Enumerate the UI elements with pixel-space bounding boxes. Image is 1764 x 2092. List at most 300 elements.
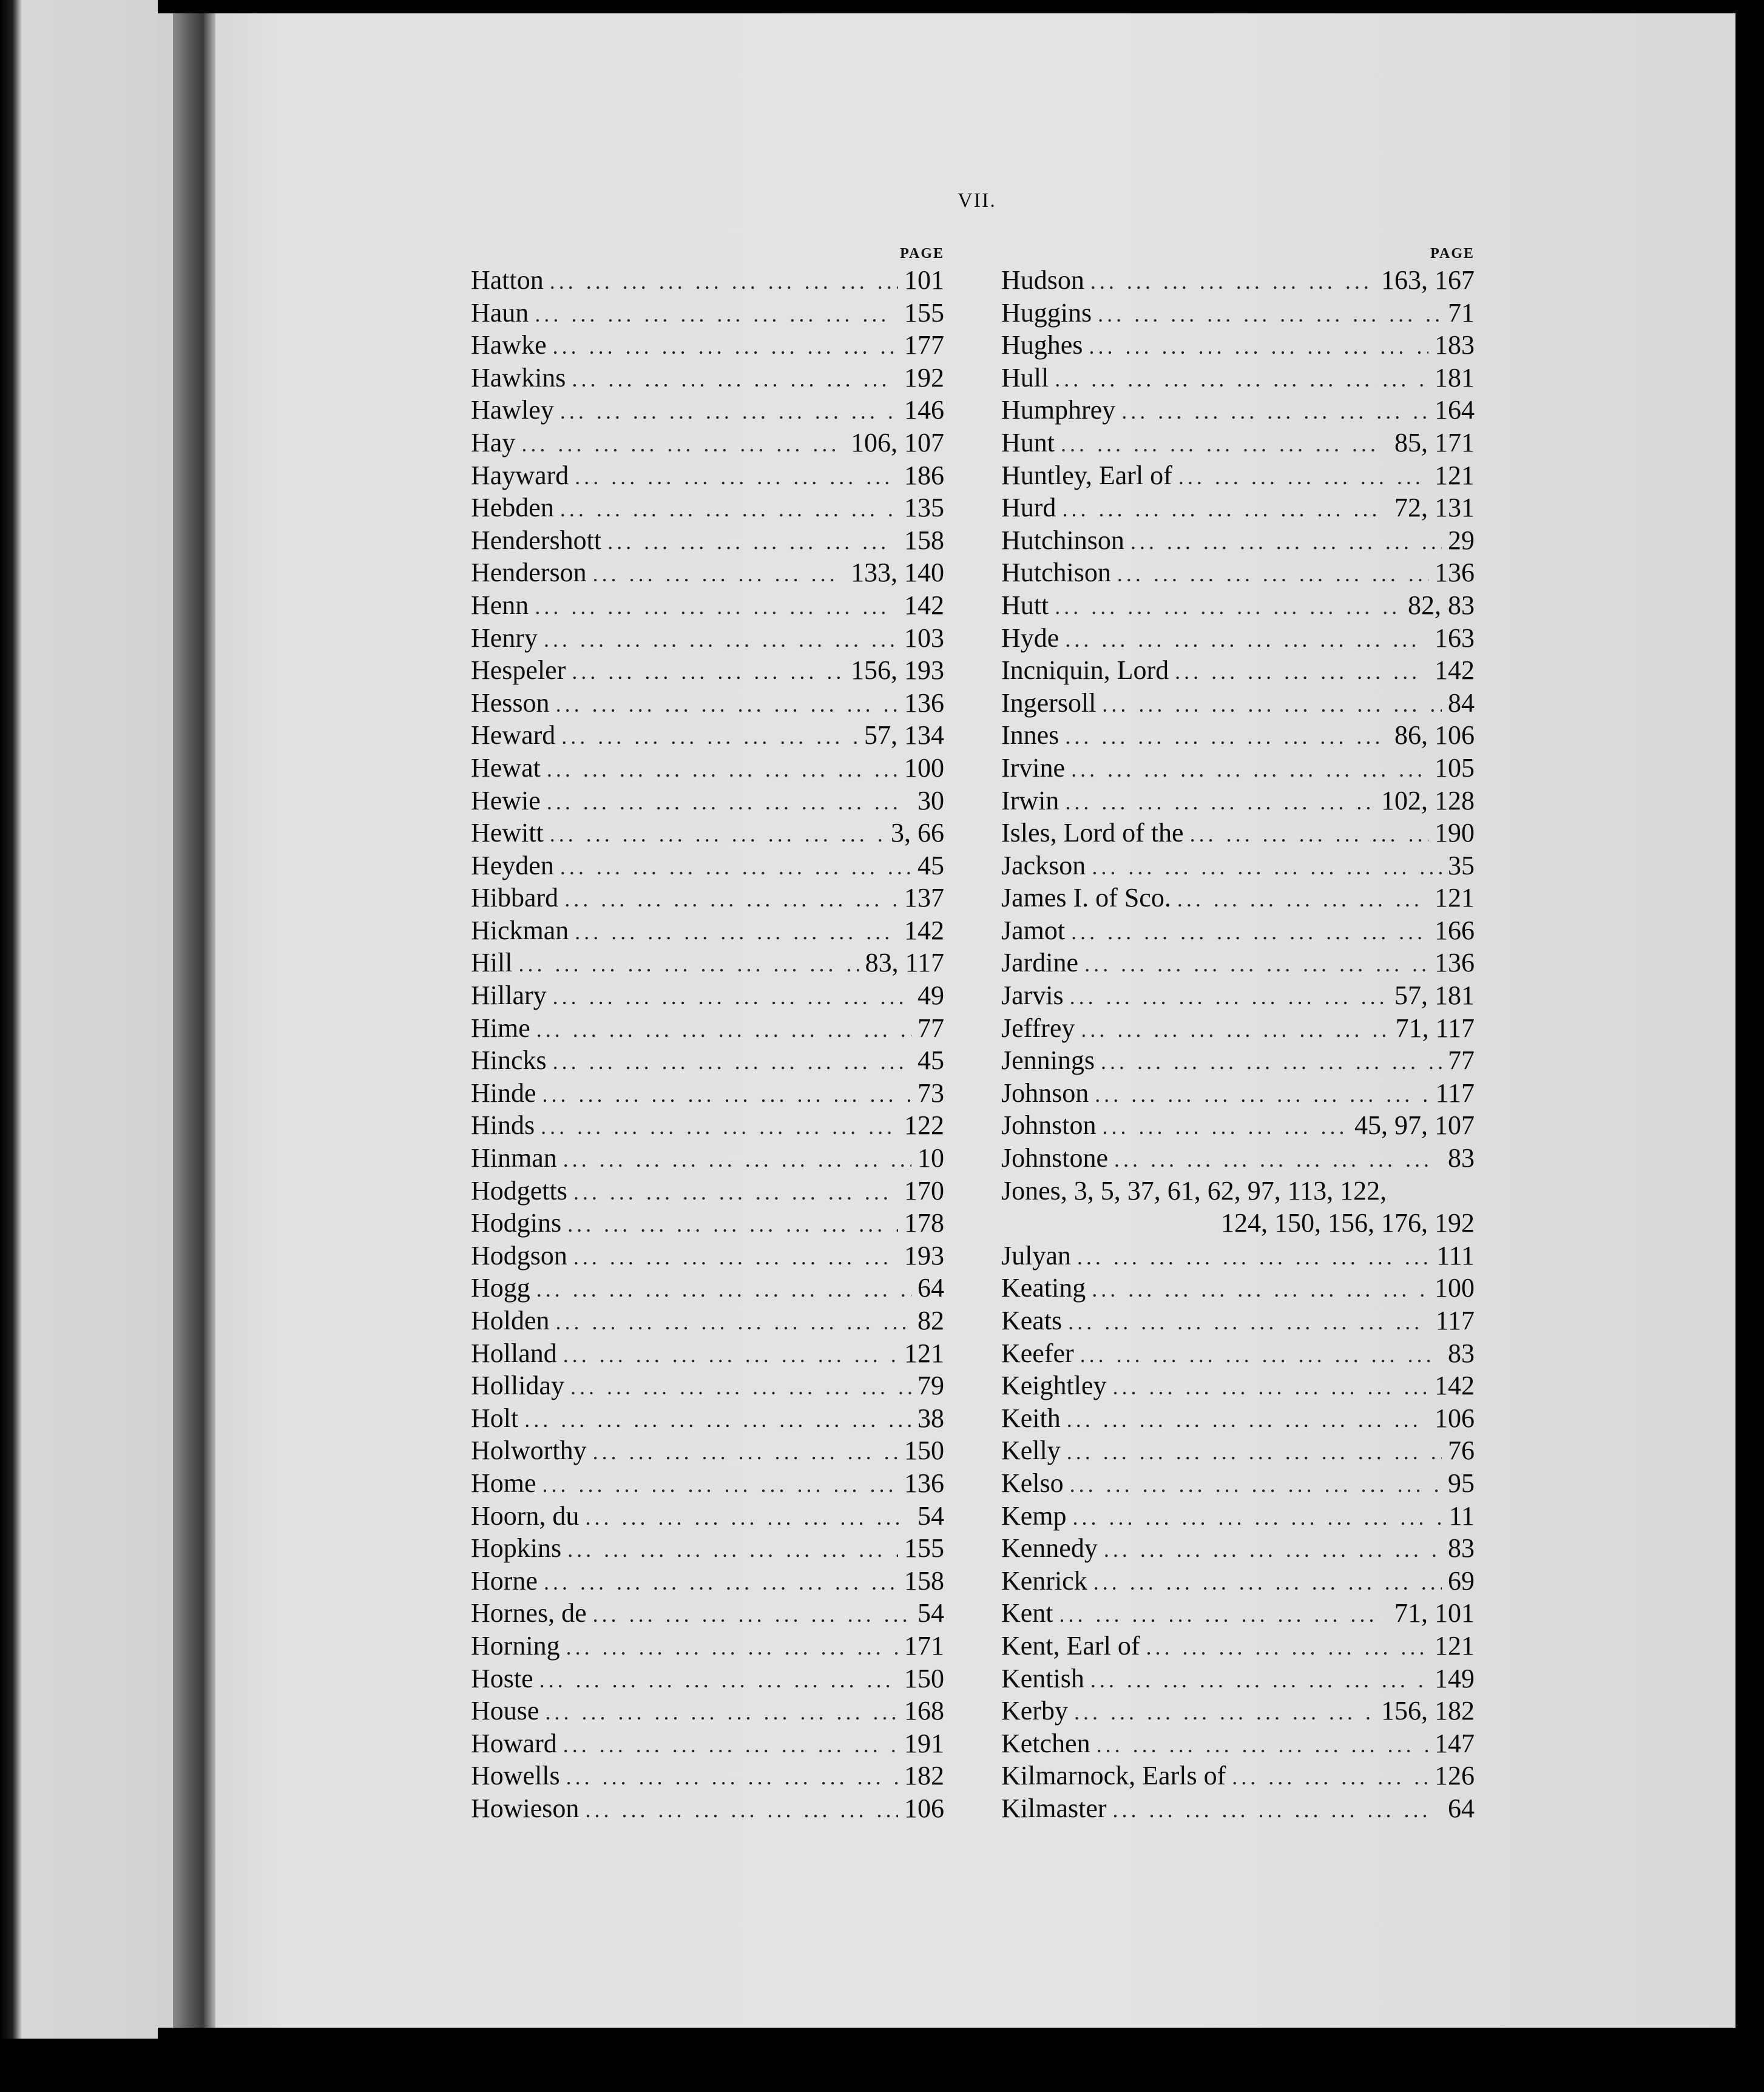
index-entry xyxy=(1001,687,1475,720)
dot-leader xyxy=(1067,1439,1442,1465)
index-entry xyxy=(471,720,944,752)
entry-name: Keefer xyxy=(1001,1338,1074,1368)
dot-leader xyxy=(560,399,898,424)
index-entry xyxy=(1001,1240,1475,1273)
entry-name: Julyan xyxy=(1001,1240,1071,1270)
dot-leader xyxy=(1102,692,1442,717)
dot-leader xyxy=(1093,1570,1442,1595)
entry-name: Keating xyxy=(1001,1273,1086,1303)
entry-name: Kilmarnock, Earls of xyxy=(1001,1761,1226,1791)
entry-pages: 86, 106 xyxy=(1394,720,1475,751)
dot-leader xyxy=(1102,1114,1348,1139)
entry-name: Hutchinson xyxy=(1001,525,1124,555)
dot-leader xyxy=(573,1179,898,1205)
entry-name: Keightley xyxy=(1001,1371,1107,1401)
index-entry xyxy=(1001,1533,1475,1565)
entry-pages: 117 xyxy=(1435,1306,1475,1335)
entry-pages: 150 xyxy=(904,1663,944,1693)
entry-pages: 137 xyxy=(904,883,944,913)
entry-pages: 101 xyxy=(904,265,944,295)
dot-leader xyxy=(1055,366,1428,392)
dot-leader xyxy=(561,724,858,749)
entry-pages: 11 xyxy=(1448,1500,1475,1531)
entry-pages: 100 xyxy=(904,752,944,783)
entry-name: Hutchison xyxy=(1001,558,1111,588)
entry-name: Home xyxy=(471,1468,536,1498)
entry-name: Hull xyxy=(1001,362,1049,393)
entry-name: Hinds xyxy=(471,1110,535,1141)
index-entry xyxy=(1001,1630,1475,1663)
book-binding-shadow xyxy=(173,13,215,2028)
dot-leader xyxy=(585,1505,911,1530)
entry-name: Jennings xyxy=(1001,1045,1095,1076)
dot-leader xyxy=(1178,464,1428,490)
dot-leader xyxy=(550,822,885,847)
entry-pages: 57, 181 xyxy=(1394,980,1475,1011)
dot-leader xyxy=(524,1407,911,1432)
dot-leader xyxy=(1065,789,1375,815)
dot-leader xyxy=(1130,529,1442,555)
entry-name: Hoorn, du xyxy=(471,1500,580,1531)
entry-name: Haun xyxy=(471,297,529,328)
dot-leader xyxy=(1114,1147,1442,1172)
page-column-label: PAGE xyxy=(1430,246,1475,262)
index-entry xyxy=(1001,329,1475,362)
entry-pages: 192 xyxy=(904,362,944,393)
entry-name: Heyden xyxy=(471,850,554,880)
entry-pages: 190 xyxy=(1435,818,1475,848)
entry-pages: 121 xyxy=(1435,883,1475,913)
entry-pages: 103 xyxy=(904,623,944,653)
entry-name: Hinde xyxy=(471,1078,536,1108)
dot-leader xyxy=(1097,1732,1428,1758)
dot-leader xyxy=(539,1667,898,1693)
entry-pages: 183 xyxy=(1435,330,1475,360)
entry-name: Jeffrey xyxy=(1001,1013,1075,1043)
dot-leader xyxy=(544,627,898,652)
entry-name: Hewie xyxy=(471,785,541,815)
entry-name: Hodgson xyxy=(471,1240,567,1270)
entry-name: Jones, 3, 5, 37, 61, 62, 97, 113, 122, xyxy=(1001,1175,1387,1206)
dot-leader xyxy=(535,594,898,619)
entry-name: Irvine xyxy=(1001,752,1066,783)
dot-leader xyxy=(547,757,898,782)
entry-pages: 45, 97, 107 xyxy=(1354,1110,1475,1141)
index-entry xyxy=(471,1663,944,1696)
index-entry xyxy=(471,1728,944,1761)
entry-pages: 35 xyxy=(1448,850,1475,880)
dot-leader xyxy=(1098,302,1442,327)
dot-leader xyxy=(1068,1309,1429,1335)
entry-name: Incniquin, Lord xyxy=(1001,655,1169,686)
dot-leader xyxy=(547,789,911,815)
dot-leader xyxy=(556,1309,911,1335)
entry-pages: 83 xyxy=(1448,1338,1475,1368)
index-entry xyxy=(1001,1500,1475,1533)
dot-leader xyxy=(1092,1277,1428,1302)
index-entry xyxy=(471,850,944,883)
entry-name: Hawkins xyxy=(471,362,566,393)
index-entry xyxy=(471,947,944,980)
entry-pages: 158 xyxy=(904,525,944,555)
index-entry xyxy=(1001,297,1475,330)
dot-leader xyxy=(518,951,859,977)
entry-name: Heward xyxy=(471,720,556,751)
entry-pages: 168 xyxy=(904,1696,944,1726)
index-entry xyxy=(1001,1565,1475,1598)
entry-pages: 170 xyxy=(904,1175,944,1206)
index-entry xyxy=(471,590,944,623)
entry-pages: 182 xyxy=(904,1761,944,1791)
entry-pages: 136 xyxy=(904,1468,944,1498)
entry-pages: 177 xyxy=(904,330,944,360)
entry-name: Hime xyxy=(471,1013,530,1043)
entry-name: Hurd xyxy=(1001,493,1056,523)
entry-name: Holt xyxy=(471,1403,519,1433)
index-entry xyxy=(471,460,944,493)
entry-pages: 158 xyxy=(904,1565,944,1596)
dot-leader xyxy=(553,984,911,1010)
entry-name: Irwin xyxy=(1001,785,1059,815)
entry-name: Hudson xyxy=(1001,265,1084,295)
entry-pages: 142 xyxy=(1435,1371,1475,1401)
index-entry xyxy=(1001,720,1475,752)
entry-name: Kelso xyxy=(1001,1468,1064,1498)
index-entry xyxy=(471,1533,944,1565)
entry-pages: 106 xyxy=(1435,1403,1475,1433)
index-entry xyxy=(471,1142,944,1175)
entry-pages: 122 xyxy=(904,1110,944,1141)
page-numeral: VII. xyxy=(958,189,996,212)
dot-leader xyxy=(545,1699,898,1725)
entry-pages: 136 xyxy=(904,687,944,718)
dot-leader xyxy=(1121,399,1428,424)
entry-name: Holliday xyxy=(471,1371,564,1401)
entry-pages: 30 xyxy=(917,785,944,815)
entry-pages: 45 xyxy=(917,1045,944,1076)
page-column-label: PAGE xyxy=(900,246,944,262)
dot-leader xyxy=(1190,822,1428,847)
dot-leader xyxy=(1104,1537,1442,1562)
entry-name: Hillary xyxy=(471,980,547,1011)
index-entry xyxy=(1001,492,1475,525)
entry-name: Jardine xyxy=(1001,948,1079,978)
index-entry xyxy=(471,1468,944,1500)
entry-pages: 71, 101 xyxy=(1394,1598,1475,1628)
dot-leader xyxy=(566,1764,898,1790)
entry-pages: 95 xyxy=(1448,1468,1475,1498)
entry-pages: 83 xyxy=(1448,1533,1475,1564)
entry-pages: 111 xyxy=(1436,1240,1475,1270)
index-entry xyxy=(471,1500,944,1533)
entry-name: Kennedy xyxy=(1001,1533,1098,1564)
index-entry xyxy=(1001,265,1475,297)
entry-pages: 84 xyxy=(1448,687,1475,718)
entry-pages: 136 xyxy=(1435,948,1475,978)
index-entry xyxy=(471,1565,944,1598)
entry-name: James I. of Sco. xyxy=(1001,883,1171,913)
entry-name: Howard xyxy=(471,1728,557,1758)
entry-name: Kerby xyxy=(1001,1696,1068,1726)
index-entry xyxy=(1001,785,1475,818)
entry-name: Holland xyxy=(471,1338,557,1368)
entry-pages: 71 xyxy=(1448,297,1475,328)
index-entry xyxy=(1001,655,1475,687)
entry-pages: 38 xyxy=(917,1403,944,1433)
entry-name: Ketchen xyxy=(1001,1728,1090,1758)
entry-name: Horne xyxy=(471,1565,538,1596)
index-entry xyxy=(471,427,944,460)
index-entry xyxy=(471,1078,944,1110)
entry-name: Kelly xyxy=(1001,1436,1061,1466)
entry-pages: 171 xyxy=(904,1630,944,1661)
facing-page-edge xyxy=(0,0,158,2039)
index-entry xyxy=(471,980,944,1013)
entry-pages: 126 xyxy=(1435,1761,1475,1791)
index-page xyxy=(158,13,1735,2028)
entry-name: Kilmaster xyxy=(1001,1793,1107,1823)
index-entry xyxy=(471,1403,944,1436)
entry-pages: 10 xyxy=(917,1143,944,1173)
dot-leader xyxy=(585,1797,898,1823)
entry-pages: 54 xyxy=(917,1500,944,1531)
entry-pages: 64 xyxy=(917,1273,944,1303)
index-entry xyxy=(471,623,944,655)
entry-pages: 147 xyxy=(1435,1728,1475,1758)
entry-name: Hickman xyxy=(471,915,569,945)
dot-leader xyxy=(1077,1244,1430,1270)
index-entry xyxy=(471,1760,944,1793)
entry-pages: 150 xyxy=(904,1436,944,1466)
entry-name: Hawley xyxy=(471,395,554,425)
entry-name: House xyxy=(471,1696,539,1726)
entry-name: Kent, Earl of xyxy=(1001,1630,1140,1661)
entry-name: Hodgetts xyxy=(471,1175,567,1206)
index-entries-left xyxy=(471,265,944,1826)
entry-name: Hopkins xyxy=(471,1533,562,1564)
index-entry xyxy=(1001,1598,1475,1630)
index-entry xyxy=(471,297,944,330)
dot-leader xyxy=(575,464,898,490)
index-entry xyxy=(471,785,944,818)
index-entry xyxy=(1001,460,1475,493)
entry-name: Henry xyxy=(471,623,538,653)
entry-name: Hatton xyxy=(471,265,544,295)
index-entry xyxy=(1001,1663,1475,1696)
index-entry xyxy=(1001,1403,1475,1436)
index-entry xyxy=(1001,623,1475,655)
entry-pages: 155 xyxy=(904,297,944,328)
entry-name: Hogg xyxy=(471,1273,530,1303)
index-entry xyxy=(1001,525,1475,558)
entry-name: Huggins xyxy=(1001,297,1092,328)
entry-pages: 193 xyxy=(904,1240,944,1270)
dot-leader xyxy=(572,366,898,392)
entry-name: Hyde xyxy=(1001,623,1059,653)
index-entry xyxy=(1001,362,1475,395)
entry-pages: 45 xyxy=(917,850,944,880)
index-entry xyxy=(1001,1272,1475,1305)
entry-name: Horning xyxy=(471,1630,560,1661)
entry-pages: 106 xyxy=(904,1793,944,1823)
entry-name: Ingersoll xyxy=(1001,687,1097,718)
index-entry xyxy=(1001,1338,1475,1371)
dot-leader xyxy=(1073,1505,1443,1530)
dot-leader xyxy=(1090,1667,1428,1693)
entry-pages: 181 xyxy=(1435,362,1475,393)
index-entry xyxy=(471,1598,944,1630)
index-entry xyxy=(1001,557,1475,590)
entry-pages: 121 xyxy=(904,1338,944,1368)
index-entry xyxy=(471,915,944,948)
dot-leader xyxy=(553,1049,911,1075)
dot-leader xyxy=(541,1114,898,1139)
index-entry xyxy=(471,1305,944,1338)
entry-name: Hesson xyxy=(471,687,550,718)
entry-pages: 49 xyxy=(917,980,944,1011)
index-entry xyxy=(471,1793,944,1826)
entry-pages: 57, 134 xyxy=(864,720,944,751)
entry-pages: 3, 66 xyxy=(891,818,944,848)
entry-name: Hornes, de xyxy=(471,1598,587,1628)
index-entry xyxy=(471,752,944,785)
entry-pages: 163 xyxy=(1435,623,1475,653)
index-entry xyxy=(1001,1793,1475,1826)
entry-pages: 71, 117 xyxy=(1395,1013,1475,1043)
entry-pages: 77 xyxy=(1448,1045,1475,1076)
entry-pages: 178 xyxy=(904,1208,944,1238)
entry-pages: 135 xyxy=(904,493,944,523)
dot-leader xyxy=(563,1342,898,1368)
entry-pages: 155 xyxy=(904,1533,944,1564)
dot-leader xyxy=(535,302,898,327)
entry-name: Johnston xyxy=(1001,1110,1097,1141)
entry-name: Hespeler xyxy=(471,655,566,686)
entry-pages: 124, 150, 156, 176, 192 xyxy=(1221,1208,1475,1238)
dot-leader xyxy=(567,1537,898,1562)
dot-leader xyxy=(1074,1699,1375,1725)
entry-pages: 164 xyxy=(1435,395,1475,425)
entry-pages: 69 xyxy=(1448,1565,1475,1596)
index-entry xyxy=(1001,1013,1475,1045)
index-entry xyxy=(1001,980,1475,1013)
entry-pages: 72, 131 xyxy=(1394,493,1475,523)
index-entry xyxy=(471,394,944,427)
index-entry xyxy=(471,265,944,297)
entry-name: Hutt xyxy=(1001,590,1049,620)
entry-name: Hayward xyxy=(471,460,569,490)
entry-name: Huntley, Earl of xyxy=(1001,460,1172,490)
entry-name: Henn xyxy=(471,590,529,620)
entry-name: Holworthy xyxy=(471,1436,587,1466)
entry-pages: 142 xyxy=(904,590,944,620)
index-entry xyxy=(1001,1728,1475,1761)
index-entry xyxy=(1001,1435,1475,1468)
dot-leader xyxy=(1070,1472,1442,1497)
entry-name: Keith xyxy=(1001,1403,1061,1433)
entry-name: Isles, Lord of the xyxy=(1001,818,1184,848)
dot-leader xyxy=(566,1635,898,1660)
dot-leader xyxy=(1175,659,1428,684)
entry-name: Howieson xyxy=(471,1793,580,1823)
index-entry xyxy=(1001,1207,1475,1240)
entry-pages: 76 xyxy=(1448,1436,1475,1466)
dot-leader xyxy=(1090,269,1375,294)
entry-name: Hawke xyxy=(471,330,547,360)
entry-name: Hay xyxy=(471,427,516,457)
entry-pages: 186 xyxy=(904,460,944,490)
entry-pages: 85, 171 xyxy=(1394,427,1475,457)
dot-leader xyxy=(1071,919,1428,945)
index-entry xyxy=(471,882,944,915)
entry-pages: 163, 167 xyxy=(1381,265,1475,295)
entry-name: Hincks xyxy=(471,1045,547,1076)
entry-pages: 106, 107 xyxy=(851,427,944,457)
index-entry xyxy=(1001,1142,1475,1175)
entry-pages: 133, 140 xyxy=(851,558,944,588)
entry-name: Holden xyxy=(471,1306,550,1335)
entry-pages: 117 xyxy=(1435,1078,1475,1108)
dot-leader xyxy=(1113,1374,1428,1400)
dot-leader xyxy=(570,1374,911,1400)
index-entry xyxy=(1001,1045,1475,1078)
dot-leader xyxy=(1232,1764,1428,1790)
dot-leader xyxy=(1067,1407,1428,1432)
entry-pages: 100 xyxy=(1435,1273,1475,1303)
entry-name: Hendershott xyxy=(471,525,602,555)
dot-leader xyxy=(1070,984,1388,1010)
index-entry xyxy=(1001,915,1475,948)
entry-name: Howells xyxy=(471,1761,560,1791)
entry-pages: 102, 128 xyxy=(1381,785,1475,815)
index-entry xyxy=(1001,1110,1475,1142)
index-entry xyxy=(1001,1305,1475,1338)
dot-leader xyxy=(553,334,898,359)
entry-pages: 121 xyxy=(1435,460,1475,490)
dot-leader xyxy=(1065,627,1428,652)
index-entry xyxy=(1001,394,1475,427)
index-entry xyxy=(471,687,944,720)
index-entry xyxy=(471,525,944,558)
index-entry xyxy=(471,1045,944,1078)
entry-pages: 54 xyxy=(917,1598,944,1628)
dot-leader xyxy=(560,496,898,522)
index-entry xyxy=(471,1175,944,1208)
entry-pages: 29 xyxy=(1448,525,1475,555)
entry-name: Johnstone xyxy=(1001,1143,1108,1173)
dot-leader xyxy=(593,561,845,587)
entry-pages: 77 xyxy=(917,1013,944,1043)
index-entry xyxy=(471,329,944,362)
dot-leader xyxy=(560,854,911,880)
index-entry xyxy=(471,1630,944,1663)
entry-pages: 64 xyxy=(1448,1793,1475,1823)
entry-pages: 121 xyxy=(1435,1630,1475,1661)
index-entry xyxy=(1001,590,1475,623)
entry-name: Kemp xyxy=(1001,1500,1067,1531)
entry-name: Keats xyxy=(1001,1306,1063,1335)
index-entry xyxy=(1001,427,1475,460)
index-entry xyxy=(471,362,944,395)
index-entry xyxy=(1001,1695,1475,1728)
dot-leader xyxy=(573,1244,898,1270)
entry-pages: 83 xyxy=(1448,1143,1475,1173)
entry-pages: 191 xyxy=(904,1728,944,1758)
entry-pages: 83, 117 xyxy=(865,948,944,978)
dot-leader xyxy=(536,1017,911,1042)
entry-name: Hughes xyxy=(1001,330,1083,360)
entry-pages: 156, 182 xyxy=(1381,1696,1475,1726)
